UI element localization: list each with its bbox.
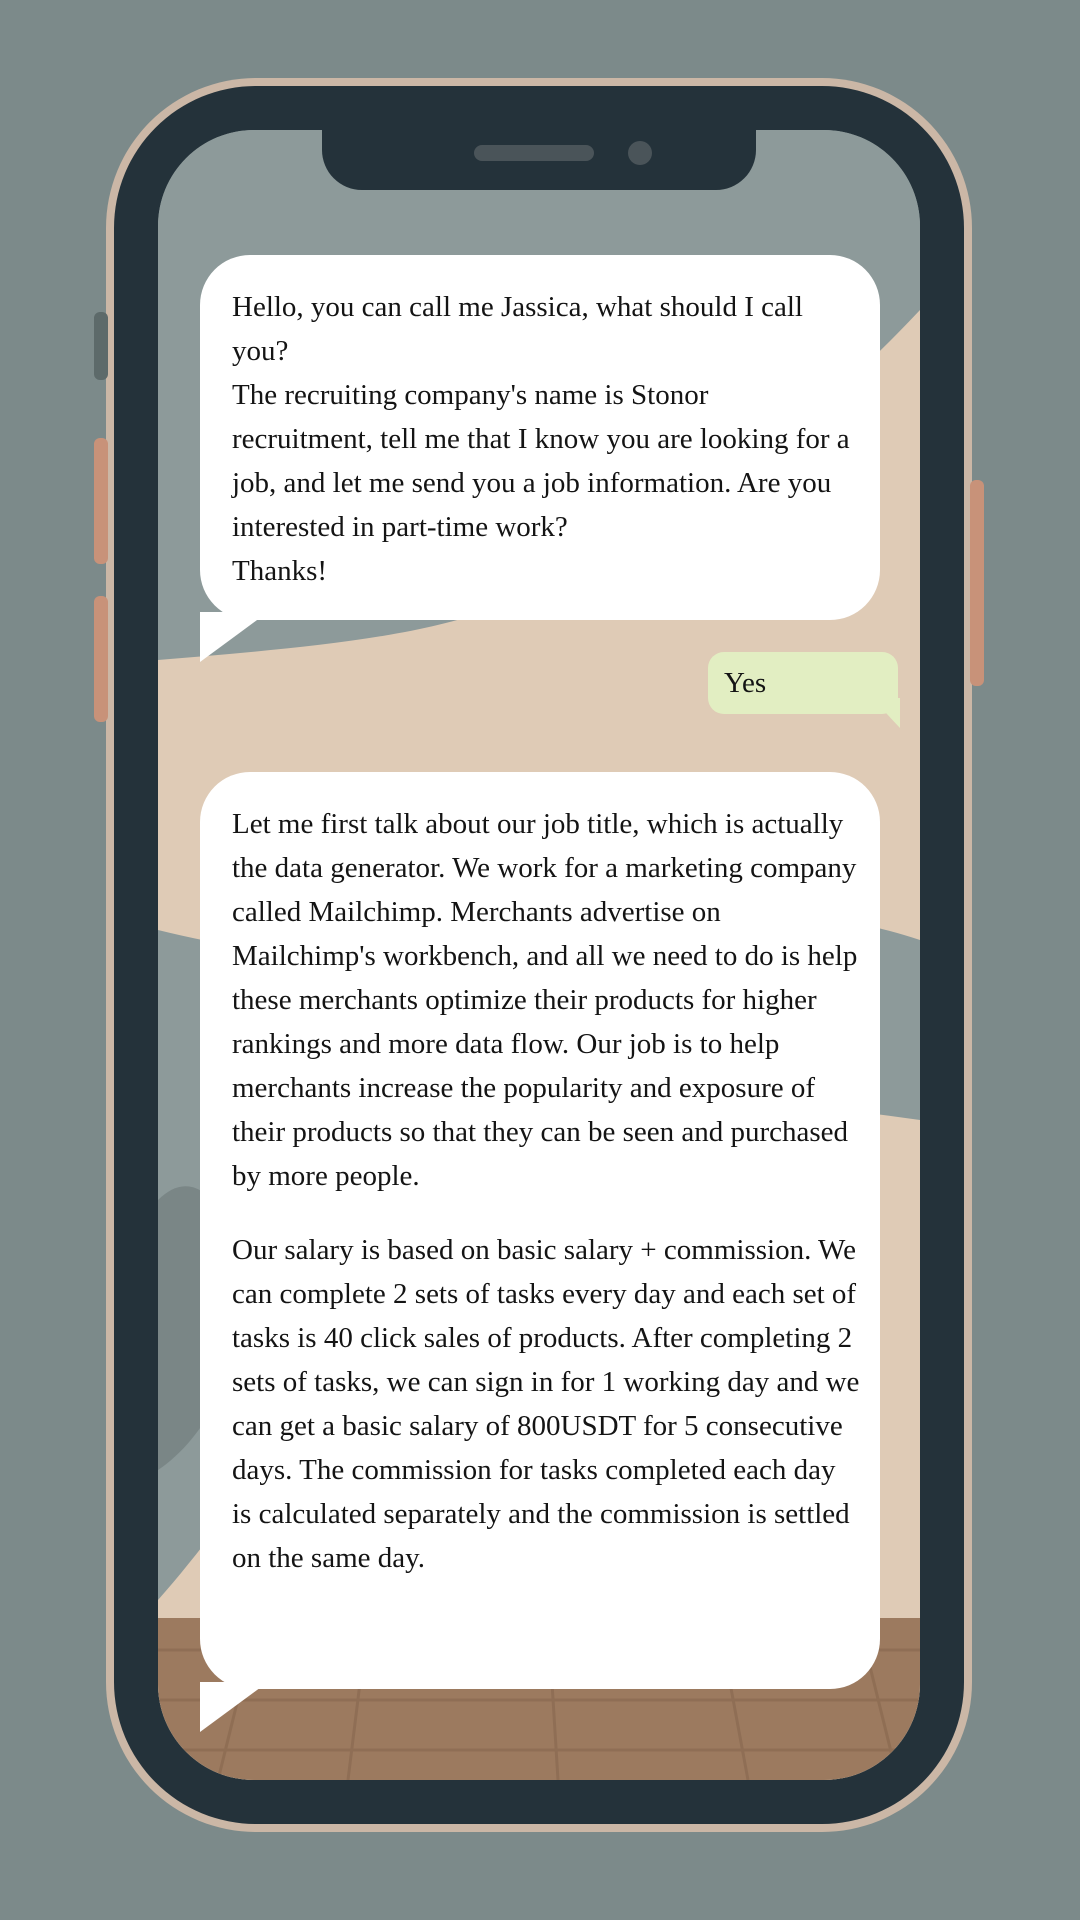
message-text: Hello, you can call me Jassica, what should I call you? The recruiting company's name is Stonor recruitment, tell me that I know you are looking for a job, and let me send you a job information. Are you interested in part-time work? Thanks!: [232, 291, 850, 587]
bubble-tail-incoming: [198, 1682, 268, 1732]
message-text: Yes: [724, 667, 767, 699]
front-camera: [628, 141, 652, 165]
volume-down-button: [94, 596, 108, 722]
speaker-grille: [474, 145, 594, 161]
message-bubble-incoming[interactable]: [200, 255, 880, 620]
power-button: [970, 480, 984, 686]
message-paragraph: Let me first talk about our job title, which is actually the data generator. We work for a marketing company called Mailchimp. Merchants advertise on Mailchimp's workbench, and all we need to do is help these merchants optimize their products for higher rankings and more data flow. Our job is to help merchants increase the popularity and exposure of their products so that they can be seen and purchased by more people.: [232, 808, 858, 1192]
message-bubble-outgoing[interactable]: [708, 652, 898, 714]
message-paragraph: Our salary is based on basic salary + commission. We can complete 2 sets of tasks every day and each set of tasks is 40 click sales of products. After completing 2 sets of tasks, we can sign in for 1 working day and we can get a basic salary of 800USDT for 5 consecutive days. The commission for tasks completed each day is calculated separately and the commission is settled on the same day.: [232, 1234, 860, 1574]
volume-up-button: [94, 438, 108, 564]
mute-switch: [94, 312, 108, 380]
message-bubble-incoming[interactable]: [200, 772, 880, 1689]
